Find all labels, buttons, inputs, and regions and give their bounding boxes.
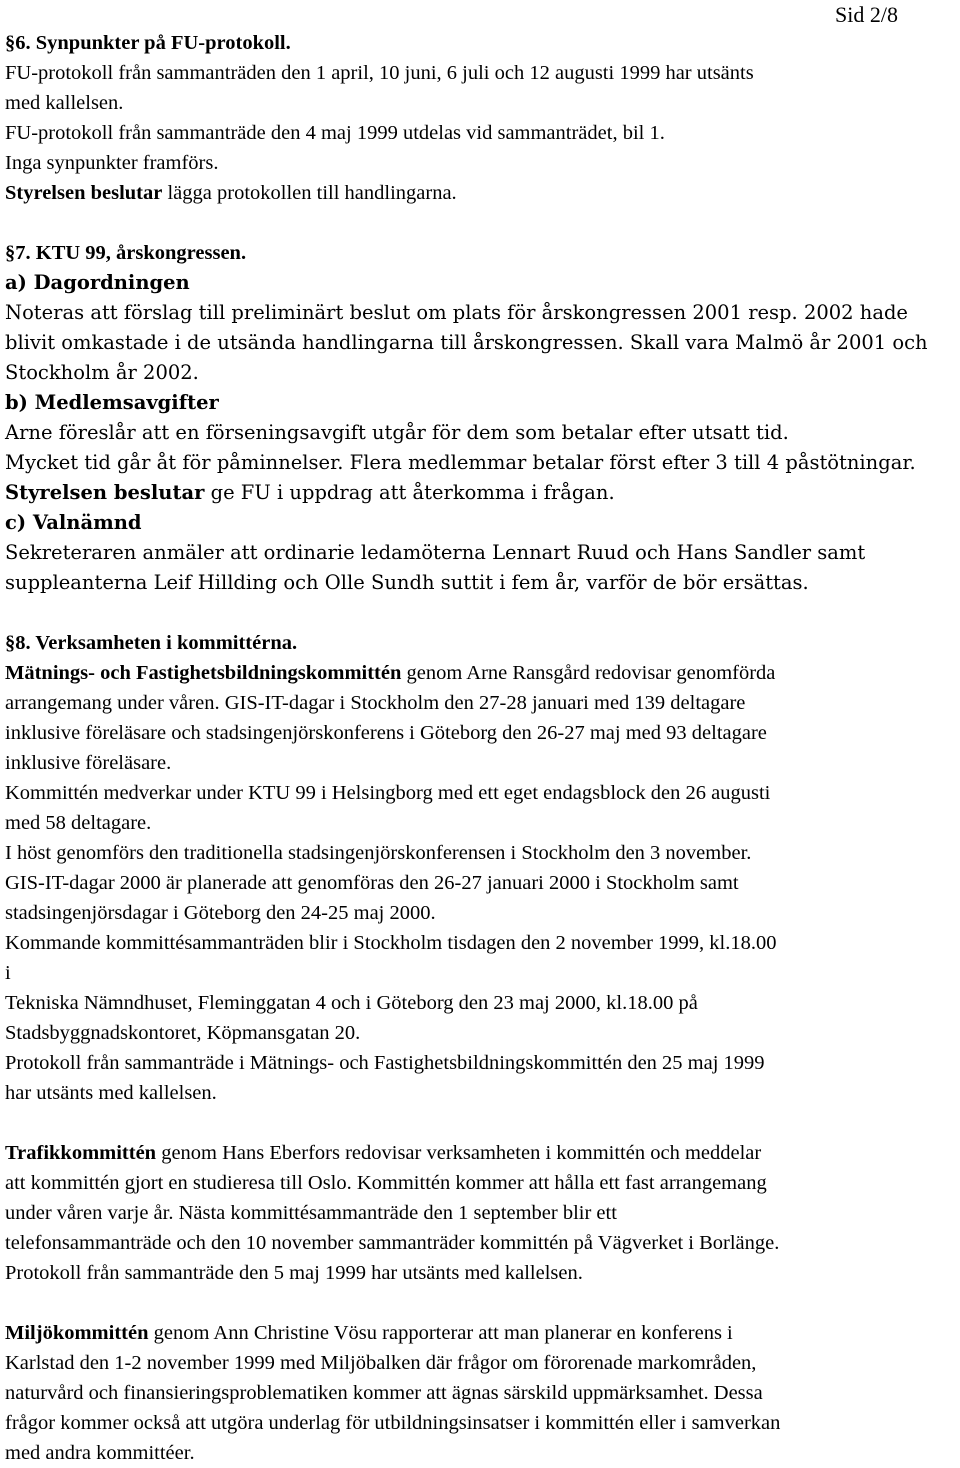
paragraph-line: Arne föreslår att en förseningsavgift utgår för dem som betalar efter utsatt tid. [5, 421, 789, 444]
paragraph-line: Noteras att förslag till preliminärt beslut om plats för årskongressen 2001 resp. 2002 hade [5, 301, 908, 324]
paragraph-line: Stockholm år 2002. [5, 361, 199, 384]
paragraph-line: under våren varje år. Nästa kommittésammanträde den 1 september blir ett [5, 1202, 617, 1224]
subheading-medlemsavgifter: b) Medlemsavgifter [5, 391, 219, 414]
committee-line [5, 1318, 950, 1348]
paragraph-line: Protokoll från sammanträde den 5 maj 1999 har utsänts med kallelsen. [5, 1262, 583, 1284]
paragraph-line: att kommittén gjort en studieresa till Oslo. Kommittén kommer att hålla ett fast arrangemang [5, 1172, 767, 1194]
paragraph-line: stadsingenjörsdagar i Göteborg den 24-25 maj 2000. [5, 902, 436, 924]
committee-name: Mätnings- och Fastighetsbildningskommittén [5, 662, 402, 684]
decision-text: ge FU i uppdrag att återkomma i frågan. [204, 481, 615, 504]
decision-label: Styrelsen beslutar [5, 182, 163, 204]
paragraph-line: arrangemang under våren. GIS-IT-dagar i Stockholm den 27-28 januari med 139 deltagare [5, 692, 746, 714]
paragraph-line: telefonsammanträde och den 10 november sammanträder kommittén på Vägverket i Borlänge. [5, 1232, 780, 1254]
decision-text: lägga protokollen till handlingarna. [162, 182, 457, 204]
committee-text: genom Ann Christine Vösu rapporterar att man planerar en konferens i [148, 1322, 733, 1344]
paragraph-line: inklusive föreläsare och stadsingenjörskonferens i Göteborg den 26-27 maj med 93 deltagare [5, 722, 767, 744]
paragraph-line: FU-protokoll från sammanträden den 1 april, 10 juni, 6 juli och 12 augusti 1999 har utsänts [5, 62, 754, 84]
paragraph-line: med kallelsen. [5, 92, 124, 114]
paragraph-line: naturvård och finansieringsproblematiken kommer att ägnas särskild uppmärksamhet. Dessa [5, 1382, 763, 1404]
paragraph-line: Kommittén medverkar under KTU 99 i Helsingborg med ett eget endagsblock den 26 augusti [5, 782, 771, 804]
paragraph-line: med 58 deltagare. [5, 812, 152, 834]
paragraph-line: Tekniska Nämndhuset, Fleminggatan 4 och i Göteborg den 23 maj 2000, kl.18.00 på [5, 992, 698, 1014]
paragraph-line: FU-protokoll från sammanträde den 4 maj 1999 utdelas vid sammanträdet, bil 1. [5, 122, 665, 144]
decision-label: Styrelsen beslutar [5, 481, 205, 504]
section-8 [5, 628, 950, 1468]
committee-text: genom Arne Ransgård redovisar genomförda [401, 662, 776, 684]
committee-text: genom Hans Eberfors redovisar verksamheten i kommittén och meddelar [156, 1142, 762, 1164]
paragraph-line: med andra kommittéer. [5, 1442, 195, 1464]
paragraph-line: Stadsbyggnadskontoret, Köpmansgatan 20. [5, 1022, 361, 1044]
paragraph-line: Kommande kommittésammanträden blir i Stockholm tisdagen den 2 november 1999, kl.18.00 [5, 932, 777, 954]
committee-name: Trafikkommittén [5, 1142, 157, 1164]
committee-name: Miljökommittén [5, 1322, 149, 1344]
paragraph-line: Protokoll från sammanträde i Mätnings- och Fastighetsbildningskommittén den 25 maj 1999 [5, 1052, 765, 1074]
committee-line [5, 1138, 950, 1168]
paragraph-line: Sekreteraren anmäler att ordinarie ledamöterna Lennart Ruud och Hans Sandler samt [5, 541, 866, 564]
subheading-dagordningen: a) Dagordningen [5, 271, 190, 294]
paragraph-line: inklusive föreläsare. [5, 752, 172, 774]
paragraph-line: Mycket tid går åt för påminnelser. Flera medlemmar betalar först efter 3 till 4 påstötningar. [5, 451, 916, 474]
section-7 [5, 238, 950, 598]
paragraph-line: i [5, 962, 11, 984]
paragraph-line: har utsänts med kallelsen. [5, 1082, 217, 1104]
paragraph-line: Inga synpunkter framförs. [5, 152, 219, 174]
committee-line [5, 658, 950, 688]
page-number: Sid 2/8 [835, 2, 898, 27]
paragraph-line: suppleanterna Leif Hillding och Olle Sundh suttit i fem år, varför de bör ersättas. [5, 571, 809, 594]
paragraph-line: Karlstad den 1-2 november 1999 med Miljöbalken där frågor om förorenade markområden, [5, 1352, 757, 1374]
decision-line [5, 478, 950, 508]
decision-line [5, 178, 950, 208]
section-8-heading: §8. Verksamheten i kommittérna. [5, 632, 298, 654]
subheading-valnamnd: c) Valnämnd [5, 511, 142, 534]
paragraph-line: frågor kommer också att utgöra underlag för utbildningsinsatser i kommittén eller i samverkan [5, 1412, 781, 1434]
section-7-heading: §7. KTU 99, årskongressen. [5, 242, 247, 264]
paragraph-line: GIS-IT-dagar 2000 är planerade att genomföras den 26-27 januari 2000 i Stockholm samt [5, 872, 739, 894]
paragraph-line: I höst genomförs den traditionella stadsingenjörskonferensen i Stockholm den 3 november. [5, 842, 752, 864]
paragraph-line: blivit omkastade i de utsända handlingarna till årskongressen. Skall vara Malmö år 2001 och [5, 331, 928, 354]
section-6-heading: §6. Synpunkter på FU-protokoll. [5, 32, 291, 54]
section-6 [5, 28, 950, 208]
